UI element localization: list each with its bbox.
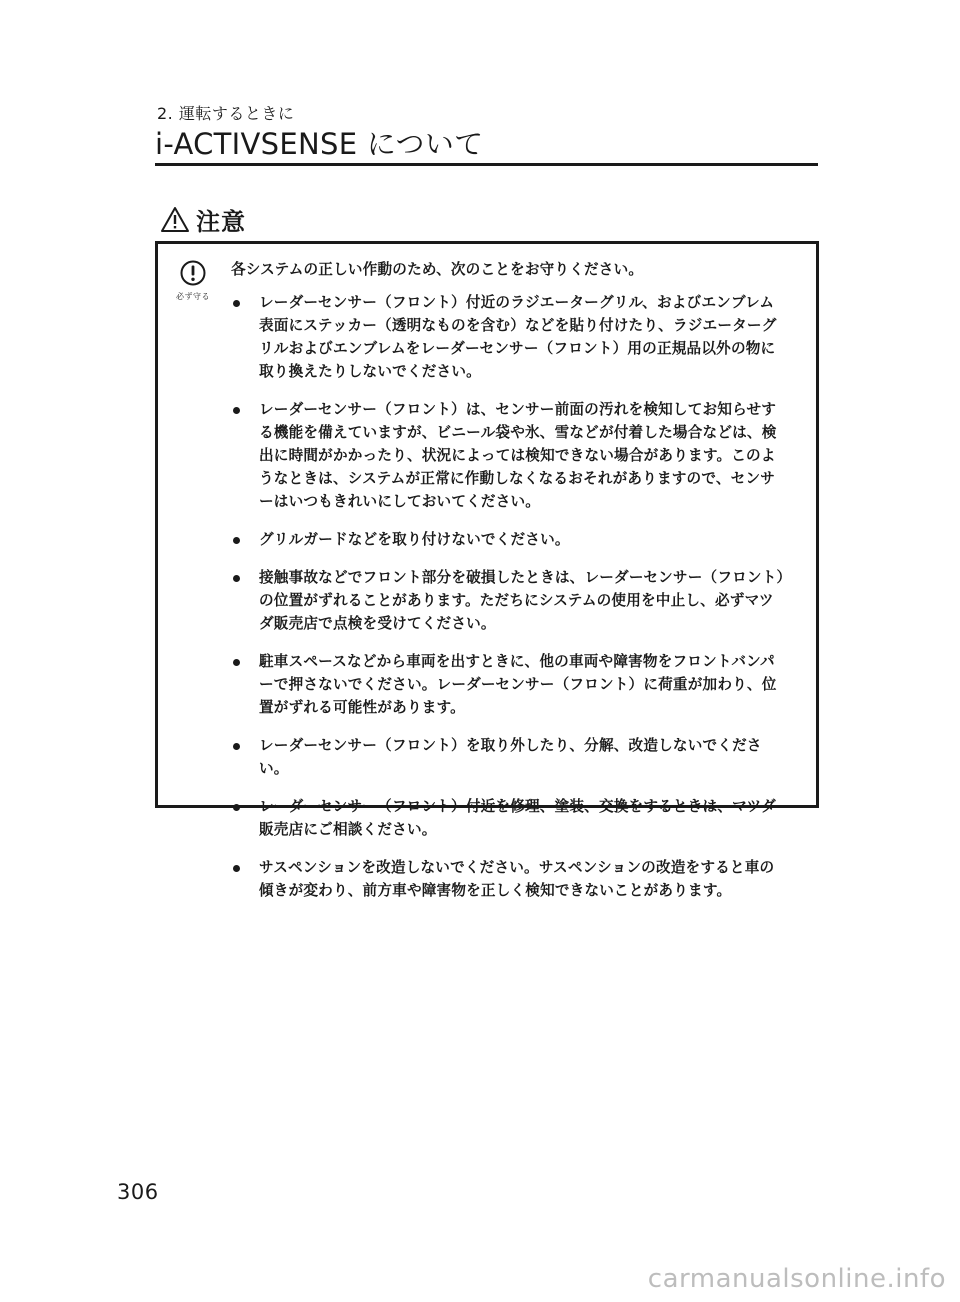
caution-item: レーダーセンサー（フロント）付近を修理、塗装、交換をするときは、マツダ販売店にご相談ください。 bbox=[231, 795, 787, 841]
caution-label: 注意 bbox=[196, 208, 246, 236]
caution-item: レーダーセンサー（フロント）を取り外したり、分解、改造しないでください。 bbox=[231, 734, 787, 780]
must-observe-badge bbox=[176, 260, 210, 302]
exclamation-circle-icon bbox=[180, 271, 206, 290]
caution-item: レーダーセンサー（フロント）は、センサー前面の汚れを検知してお知らせする機能を備えていますが、ビニール袋や氷、雪などが付着した場合などは、検出に時間がかかったり、状況によっては検知できない場合があります。このようなときは、システムが正常に作動しなくなるおそれがありますので、センサーはいつもきれいにしておいてください。 bbox=[231, 398, 787, 513]
title-divider bbox=[155, 163, 818, 166]
watermark: carmanualsonline.info bbox=[647, 1264, 946, 1294]
caution-item: レーダーセンサー（フロント）付近のラジエーターグリル、およびエンブレム表面にステッカー（透明なものを含む）などを貼り付けたり、ラジエーターグリルおよびエンブレムをレーダーセンサー（フロント）用の正規品以外の物に取り換えたりしないでください。 bbox=[231, 291, 787, 383]
caution-box bbox=[155, 241, 819, 899]
caution-item: 駐車スペースなどから車両を出すときに、他の車両や障害物をフロントバンパーで押さないでください。レーダーセンサー（フロント）に荷重が加わり、位置がずれる可能性があります。 bbox=[231, 650, 787, 719]
caution-list bbox=[231, 291, 787, 902]
page-number: 306 bbox=[117, 1180, 159, 1204]
caution-intro: 各システムの正しい作動のため、次のことをお守りください。 bbox=[231, 261, 644, 278]
caution-item: グリルガードなどを取り付けないでください。 bbox=[231, 528, 787, 551]
warning-triangle-icon bbox=[160, 206, 190, 233]
page-title: i-ACTIVSENSE について bbox=[155, 127, 484, 161]
must-observe-label: 必ず守る bbox=[176, 292, 210, 301]
caution-item: 接触事故などでフロント部分を破損したときは、レーダーセンサー（フロント）の位置がずれることがあります。ただちにシステムの使用を中止し、必ずマツダ販売店で点検を受けてください。 bbox=[231, 566, 787, 635]
caution-item: サスペンションを改造しないでください。サスペンションの改造をすると車の傾きが変わり、前方車や障害物を正しく検知できないことがあります。 bbox=[231, 856, 787, 902]
breadcrumb: 2. 運転するときに bbox=[157, 104, 295, 123]
caution-heading bbox=[160, 202, 246, 237]
caution-content bbox=[231, 258, 787, 917]
